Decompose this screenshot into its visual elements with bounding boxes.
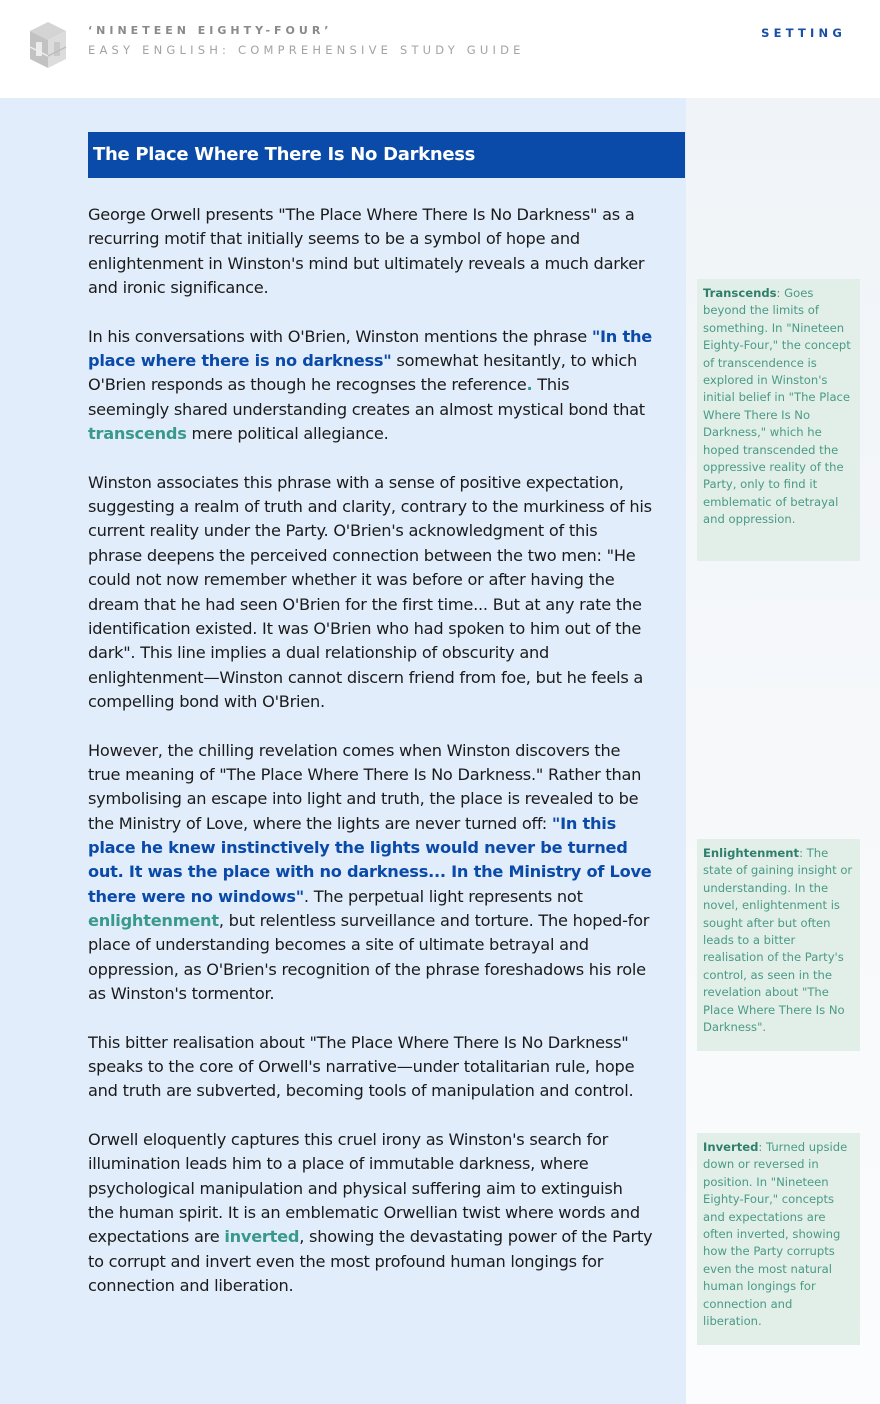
paragraph-6-text-a: Orwell eloquently captures this cruel irony as Winston's search for illumination leads him to a place of immutable darkness, where psychological manipulation and physical suffering aim to extinguish the human spirit. It is an emblematic Orwellian twist where words and expectations are — [88, 1130, 640, 1247]
term-transcends[interactable]: transcends — [88, 424, 187, 444]
paragraph-6 — [88, 1128, 653, 1298]
paragraph-3 — [88, 471, 653, 714]
paragraph-2-text-d: mere political allegiance. — [186, 424, 389, 444]
page-header — [0, 0, 880, 98]
paragraph-2-text-a: In his conversations with O'Brien, Winston mentions the phrase — [88, 326, 592, 346]
section-label: SETTING — [761, 26, 846, 40]
section-title-bar — [88, 132, 685, 178]
glossary-term: Transcends — [703, 286, 777, 300]
paragraph-4 — [88, 739, 653, 1007]
book-title: ‘NINETEEN EIGHTY-FOUR’ — [88, 24, 333, 37]
glossary-note-transcends — [697, 279, 860, 561]
term-inverted[interactable]: inverted — [224, 1227, 300, 1247]
paragraph-2-text-b: somewhat hesitantly, to which O'Brien responds as though he recognses the reference — [88, 351, 638, 395]
term-enlightenment[interactable]: enlightenment — [88, 910, 219, 930]
article-body — [88, 203, 653, 1323]
glossary-term: Enlightenment — [703, 846, 800, 860]
paragraph-1-text: George Orwell presents "The Place Where There Is No Darkness" as a recurring motif that initially seems to be a symbol of hope and enlightenment in Winston's mind but ultimately reveals a much darker and ironic significance. — [88, 205, 645, 298]
paragraph-2-dot: . — [526, 375, 533, 395]
paragraph-3-text: Winston associates this phrase with a sense of positive expectation, suggesting a realm of truth and clarity, contrary to the murkiness of his current reality under the Party. O'Brien's acknowledgment of this phrase deepens the perceived connection between the two men: "He could not now remember whether it was before or after having the dream that he had seen O'Brien for the first time... But at any rate the identification existed. It was O'Brien who had spoken to him out of the dark". This line implies a dual relationship of obscurity and enlightenment—Winston cannot discern friend from foe, but he feels a compelling bond with O'Brien. — [88, 472, 652, 711]
guide-subtitle: EASY ENGLISH: COMPREHENSIVE STUDY GUIDE — [88, 43, 525, 57]
paragraph-1 — [88, 203, 653, 300]
quote-highlight: "In the place where there is no darkness" — [88, 326, 652, 371]
paragraph-2-text-c: This seemingly shared understanding creates an almost mystical bond that — [88, 375, 645, 419]
glossary-definition: : Turned upside down or reversed in position. In "Nineteen Eighty-Four," concepts and expectations are often inverted, showing how the Party corrupts even the most natural human longings for connection and liberation. — [703, 1140, 848, 1329]
glossary-definition: : Goes beyond the limits of something. In "Nineteen Eighty-Four," the concept of transcendence is explored in Winston's initial belief in "The Place Where There Is No Darkness," which he hoped transcended the oppressive reality of the Party, only to find it emblematic of betrayal and oppression. — [703, 286, 851, 527]
paragraph-2 — [88, 325, 653, 447]
quote-highlight: "In this place he knew instinctively the lights would never be turned out. It was the place with no darkness... In the Ministry of Love there were no windows" — [88, 813, 652, 906]
paragraph-4-text-c: , but relentless surveillance and torture. The hoped-for place of understanding becomes a site of ultimate betrayal and oppression, as O'Brien's recognition of the phrase foreshadows his role as Winston's tormentor. — [88, 910, 650, 1003]
glossary-term: Inverted — [703, 1140, 759, 1154]
paragraph-4-text-b: . The perpetual light represents not — [303, 886, 583, 906]
glossary-note-inverted — [697, 1133, 860, 1345]
glossary-note-enlightenment — [697, 839, 860, 1051]
book-stack-icon — [26, 20, 70, 70]
paragraph-5-text: This bitter realisation about "The Place Where There Is No Darkness" speaks to the core of Orwell's narrative—under totalitarian rule, hope and truth are subverted, becoming tools of manipulation and control. — [88, 1032, 635, 1101]
section-title: The Place Where There Is No Darkness — [93, 144, 476, 165]
glossary-definition: : The state of gaining insight or understanding. In the novel, enlightenment is sought after but often leads to a bitter realisation of the Party's control, as seen in the revelation about "The Place Where There Is No Darkness". — [703, 846, 853, 1035]
paragraph-6-text-b: , showing the devastating power of the Party to corrupt and invert even the most profound human longings for connection and liberation. — [88, 1227, 653, 1296]
paragraph-5 — [88, 1031, 653, 1104]
paragraph-4-text-a: However, the chilling revelation comes when Winston discovers the true meaning of "The Place Where There Is No Darkness." Rather than symbolising an escape into light and truth, the place is revealed to be the Ministry of Love, where the lights are never turned off: — [88, 740, 642, 833]
